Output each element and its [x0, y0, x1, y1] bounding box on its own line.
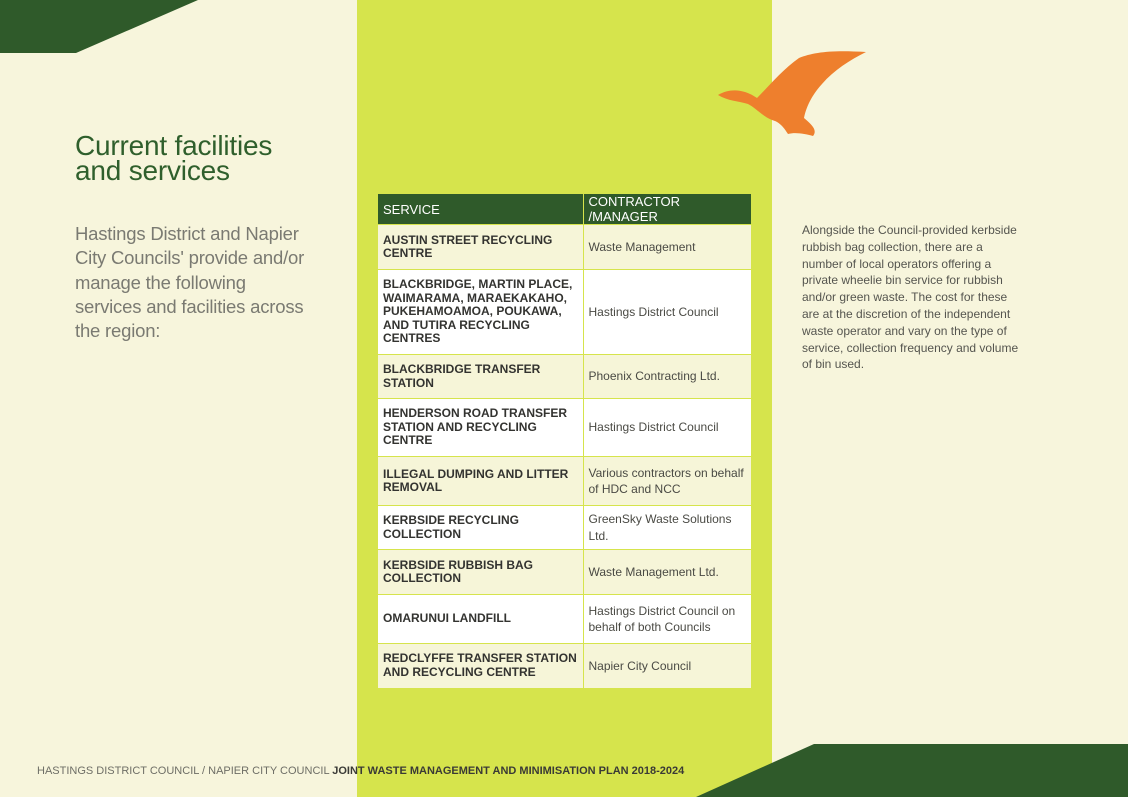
table-row [378, 399, 751, 457]
table-row [378, 506, 751, 550]
page-title-line-2: and services [75, 155, 230, 186]
table-row [378, 550, 751, 595]
service-cell: BLACKBRIDGE, MARTIN PLACE, WAIMARAMA, MARAEKAKAHO, PUKEHAMOAMOA, POUKAWA, AND TUTIRA RECYCLING CENTRES [378, 270, 583, 355]
table-header-row [378, 194, 751, 225]
contractor-cell: Hastings District Council [583, 399, 751, 457]
page-footer [37, 765, 684, 777]
contractor-cell: Napier City Council [583, 644, 751, 688]
contractor-cell: Waste Management Ltd. [583, 550, 751, 595]
column-header-service: SERVICE [378, 194, 583, 225]
footer-organisation: HASTINGS DISTRICT COUNCIL / NAPIER CITY COUNCIL [37, 765, 330, 777]
table-row [378, 355, 751, 399]
flying-bird-icon [716, 48, 868, 140]
service-cell: KERBSIDE RUBBISH BAG COLLECTION [378, 550, 583, 595]
table-row [378, 225, 751, 270]
service-cell: OMARUNUI LANDFILL [378, 595, 583, 644]
contractor-cell: Hastings District Council on behalf of both Councils [583, 595, 751, 644]
footer-plan-title: JOINT WASTE MANAGEMENT AND MINIMISATION PLAN 2018-2024 [332, 765, 685, 777]
service-cell: REDCLYFFE TRANSFER STATION AND RECYCLING CENTRE [378, 644, 583, 688]
contractor-cell: Phoenix Contracting Ltd. [583, 355, 751, 399]
services-table [378, 194, 751, 688]
table-row [378, 457, 751, 506]
table-row [378, 644, 751, 688]
service-cell: KERBSIDE RECYCLING COLLECTION [378, 506, 583, 550]
intro-paragraph: Hastings District and Napier City Councils' provide and/or manage the following services and facilities across the region: [75, 223, 305, 342]
corner-decoration-top-left [0, 0, 200, 53]
service-cell: ILLEGAL DUMPING AND LITTER REMOVAL [378, 457, 583, 506]
table-row [378, 595, 751, 644]
contractor-cell: Hastings District Council [583, 270, 751, 355]
side-note-paragraph: Alongside the Council-provided kerbside rubbish bag collection, there are a number of local operators offering a private wheelie bin service for rubbish and/or green waste. The cost for these are at the discretion of the independent waste operator and vary on the type of service, collection frequency and volume of bin used. [802, 223, 1019, 372]
page-title [75, 130, 335, 186]
contractor-cell: Various contractors on behalf of HDC and NCC [583, 457, 751, 506]
contractor-cell: Waste Management [583, 225, 751, 270]
service-cell: BLACKBRIDGE TRANSFER STATION [378, 355, 583, 399]
service-cell: HENDERSON ROAD TRANSFER STATION AND RECYCLING CENTRE [378, 399, 583, 457]
service-cell: AUSTIN STREET RECYCLING CENTRE [378, 225, 583, 270]
page-title-line-1: Current facilities [75, 130, 273, 161]
corner-decoration-bottom-right [696, 744, 1128, 797]
table-row [378, 270, 751, 355]
column-header-contractor: CONTRACTOR /MANAGER [583, 194, 751, 225]
contractor-cell: GreenSky Waste Solutions Ltd. [583, 506, 751, 550]
